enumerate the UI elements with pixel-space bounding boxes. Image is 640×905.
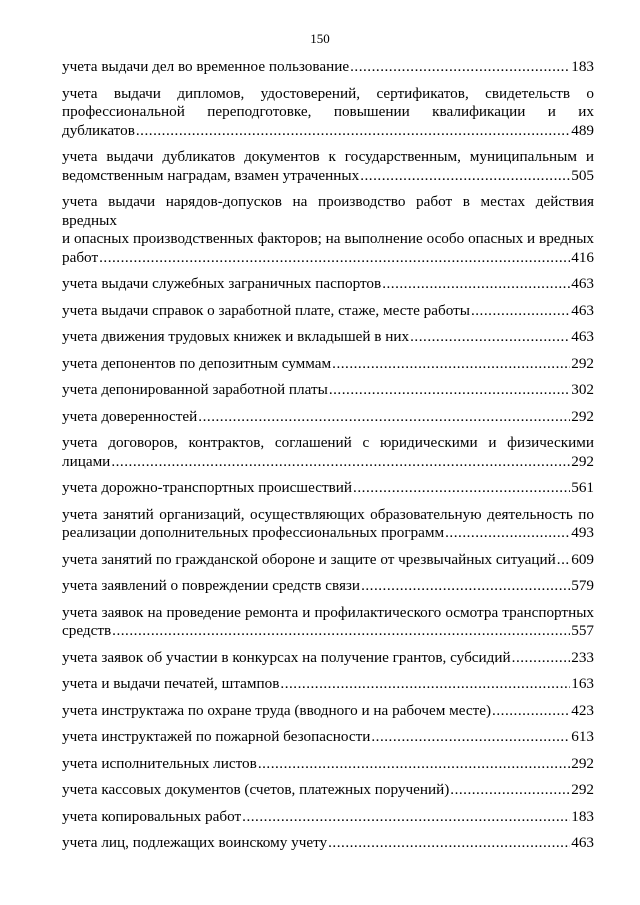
entry-page-number: 233 xyxy=(571,648,594,666)
index-entry xyxy=(62,434,594,471)
entry-last-line xyxy=(62,355,594,374)
entry-text-line: и опасных производственных факторов; на выполнение особо опасных и вредных xyxy=(62,230,594,247)
entry-last-line xyxy=(62,728,594,747)
entry-last-line xyxy=(62,622,594,641)
dot-leader xyxy=(350,58,570,77)
dot-leader xyxy=(280,675,570,694)
entry-last-line xyxy=(62,649,594,668)
dot-leader xyxy=(353,479,570,498)
entry-text: работ xyxy=(62,248,99,266)
entry-page-number: 423 xyxy=(571,701,594,719)
entry-page-number: 613 xyxy=(571,728,594,745)
dot-leader xyxy=(371,728,570,747)
index-entry xyxy=(62,328,594,347)
entry-page-number: 292 xyxy=(571,452,594,470)
entry-last-line xyxy=(62,453,594,472)
entry-last-line xyxy=(62,381,594,400)
entry-last-line xyxy=(62,408,594,427)
entry-text-line: учета выдачи дубликатов документов к государственным, муниципальным и xyxy=(62,148,594,165)
entry-last-line xyxy=(62,479,594,498)
entry-page-number: 463 xyxy=(571,301,594,319)
index-entry xyxy=(62,808,594,827)
index-entry xyxy=(62,649,594,668)
index-entry xyxy=(62,551,594,570)
index-entry xyxy=(62,604,594,641)
index-entries xyxy=(62,58,594,861)
entry-last-line xyxy=(62,167,594,186)
index-entry xyxy=(62,302,594,321)
index-entry xyxy=(62,479,594,498)
entry-last-line xyxy=(62,524,594,543)
entry-last-line xyxy=(62,328,594,347)
dot-leader xyxy=(332,355,570,374)
dot-leader xyxy=(382,275,570,294)
index-entry xyxy=(62,148,594,185)
entry-last-line xyxy=(62,122,594,141)
entry-last-line xyxy=(62,58,594,77)
entry-page-number: 463 xyxy=(571,275,594,292)
entry-text: лицами xyxy=(62,452,111,470)
index-entry xyxy=(62,675,594,694)
entry-text: учета выдачи служебных заграничных паспортов xyxy=(62,275,382,292)
entry-last-line xyxy=(62,249,594,268)
dot-leader xyxy=(471,302,570,321)
entry-text: учета занятий по гражданской обороне и защите от чрезвычайных ситуаций xyxy=(62,550,556,568)
dot-leader xyxy=(492,702,570,721)
entry-page-number: 505 xyxy=(571,166,594,184)
index-entry xyxy=(62,506,594,543)
dot-leader xyxy=(329,381,570,400)
entry-text-line: учета выдачи дипломов, удостоверений, сертификатов, свидетельств о xyxy=(62,84,594,102)
index-entry xyxy=(62,728,594,747)
dot-leader xyxy=(450,781,570,800)
entry-page-number: 579 xyxy=(571,577,594,594)
index-entry xyxy=(62,355,594,374)
entry-text: учета движения трудовых книжек и вкладышей в них xyxy=(62,328,410,345)
index-entry xyxy=(62,408,594,427)
index-entry xyxy=(62,85,594,141)
entry-text-line: учета занятий организаций, осуществляющих образовательную деятельность по xyxy=(62,505,594,523)
index-entry xyxy=(62,381,594,400)
entry-text: учета дорожно-транспортных происшествий xyxy=(62,479,353,496)
entry-text-line: учета заявок на проведение ремонта и профилактического осмотра транспортных xyxy=(62,603,594,621)
entry-last-line xyxy=(62,755,594,774)
entry-page-number: 292 xyxy=(571,354,594,372)
entry-text: учета копировальных работ xyxy=(62,807,242,825)
index-entry xyxy=(62,781,594,800)
entry-text-line: учета договоров, контрактов, соглашений с юридическими и физическими xyxy=(62,434,594,451)
entry-last-line xyxy=(62,781,594,800)
entry-last-line xyxy=(62,834,594,853)
index-entry xyxy=(62,193,594,267)
entry-page-number: 463 xyxy=(571,834,594,851)
entry-page-number: 163 xyxy=(571,675,594,692)
entry-text: средств xyxy=(62,622,112,639)
dot-leader xyxy=(361,577,570,596)
index-entry xyxy=(62,577,594,596)
entry-text: учета депонентов по депозитным суммам xyxy=(62,354,332,372)
entry-page-number: 292 xyxy=(571,754,594,772)
dot-leader xyxy=(112,622,570,641)
index-entry xyxy=(62,834,594,853)
entry-text: учета и выдачи печатей, штампов xyxy=(62,675,280,692)
entry-page-number: 416 xyxy=(571,248,594,266)
entry-page-number: 489 xyxy=(571,121,594,139)
dot-leader xyxy=(258,755,570,774)
entry-text: учета кассовых документов (счетов, платежных поручений) xyxy=(62,781,450,798)
dot-leader xyxy=(328,834,570,853)
index-entry xyxy=(62,755,594,774)
entry-last-line xyxy=(62,808,594,827)
entry-last-line xyxy=(62,675,594,694)
dot-leader xyxy=(512,649,571,668)
index-entry xyxy=(62,275,594,294)
entry-text: учета заявлений о повреждении средств связи xyxy=(62,577,361,594)
entry-text: учета доверенностей xyxy=(62,407,198,425)
dot-leader xyxy=(360,167,570,186)
entry-last-line xyxy=(62,702,594,721)
entry-page-number: 302 xyxy=(571,381,594,398)
entry-text: учета лиц, подлежащих воинскому учету xyxy=(62,834,328,851)
entry-last-line xyxy=(62,577,594,596)
entry-text: учета выдачи дел во временное пользование xyxy=(62,58,350,75)
entry-text: учета выдачи справок о заработной плате, стаже, месте работы xyxy=(62,301,470,319)
entry-page-number: 561 xyxy=(571,479,594,496)
entry-page-number: 557 xyxy=(571,622,594,639)
dot-leader xyxy=(410,328,570,347)
dot-leader xyxy=(136,122,570,141)
entry-text-line: учета выдачи нарядов-допусков на производство работ в местах действия вредных xyxy=(62,193,594,229)
entry-text: дубликатов xyxy=(62,121,135,139)
entry-page-number: 292 xyxy=(571,407,594,425)
dot-leader xyxy=(557,551,570,570)
entry-text: ведомственным наградам, взамен утраченных xyxy=(62,166,360,184)
dot-leader xyxy=(99,249,570,268)
entry-text: учета исполнительных листов xyxy=(62,754,257,772)
index-entry xyxy=(62,702,594,721)
entry-page-number: 292 xyxy=(571,781,594,798)
entry-text-line: профессиональной переподготовке, повышении квалификации и их xyxy=(62,103,594,120)
entry-text: учета депонированной заработной платы xyxy=(62,381,328,398)
entry-text: учета инструктажа по охране труда (вводного и на рабочем месте) xyxy=(62,701,492,719)
entry-page-number: 183 xyxy=(571,807,594,825)
entry-text: реализации дополнительных профессиональных программ xyxy=(62,524,445,541)
entry-last-line xyxy=(62,302,594,321)
dot-leader xyxy=(111,453,570,472)
dot-leader xyxy=(445,524,570,543)
entry-text: учета инструктажей по пожарной безопасности xyxy=(62,728,371,745)
page-number: 150 xyxy=(310,31,330,46)
dot-leader xyxy=(242,808,570,827)
index-entry xyxy=(62,58,594,77)
entry-last-line xyxy=(62,551,594,570)
entry-page-number: 609 xyxy=(571,550,594,568)
entry-page-number: 183 xyxy=(571,58,594,75)
entry-text: учета заявок об участии в конкурсах на получение грантов, субсидий xyxy=(62,648,511,666)
entry-last-line xyxy=(62,275,594,294)
dot-leader xyxy=(198,408,570,427)
entry-page-number: 463 xyxy=(571,328,594,345)
entry-page-number: 493 xyxy=(571,524,594,541)
